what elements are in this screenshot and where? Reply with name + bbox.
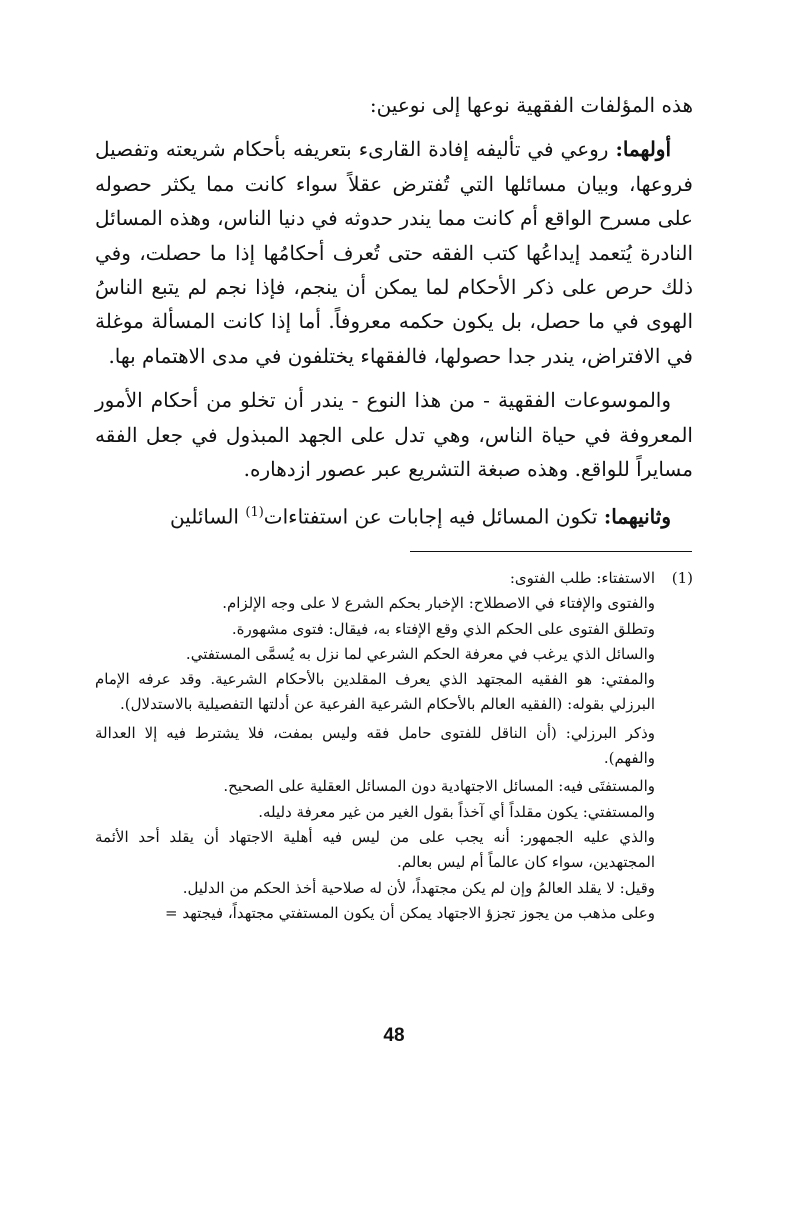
footnote-first-line [95, 566, 693, 591]
footnote-line: وتطلق الفتوى على الحكم الذي وقع الإفتاء به، فيقال: فتوى مشهورة. [231, 619, 655, 638]
footnote-line: وقيل: لا يقلد العالمُ وإن لم يكن مجتهداً، لأن له صلاحية أخذ الحكم من الدليل. [182, 878, 655, 897]
footnote-line: والفتوى والإفتاء في الاصطلاح: الإخبار بحكم الشرع لا على وجه الإلزام. [222, 594, 655, 613]
intro-paragraph: هذه المؤلفات الفقهية نوعها إلى نوعين: [369, 93, 693, 117]
footnote-line: وعلى مذهب من يجوز تجزؤ الاجتهاد يمكن أن يكون المستفتي مجتهداً، فيجتهد = [165, 903, 655, 922]
footnotes [95, 566, 693, 926]
second-type-text: تكون المسائل فيه إجابات عن استفتاءات [263, 505, 598, 530]
second-type-label: وثانيهما: [603, 505, 671, 530]
encyclopedias-paragraph: والموسوعات الفقهية - من هذا النوع - يندر أن تخلو من أحكام الأمور المعروفة في حياة الناس، وهي تدل على الجهد المبذول في جعل الفقه مسايراً للواقع. وهذه صبغة التشريع عبر عصور ازدهاره. [95, 388, 693, 482]
first-type-text: روعي في تأليفه إفادة القارىء بتعريفه بأحكام شريعته وتفصيل فروعها، وبيان مسائلها التي تُفترض عقلاً سواء كانت مما يكثر حصوله على مسرح الواقع أم كانت مما يندر حدوثه في دنيا الناس، وهذه المسائل النادرة يُتعمد إيداعُها كتب الفقه حتى تُعرف أحكامُها إذا ما حصلت، وفي ذلك حرص على ذكر الأحكام لما يمكن أن ينجم، فإذا نجم لم يتبع الناسُ الهوى في ما حصل، بل يكون حكمه معروفاً. أما إذا كانت المسألة موغلة في الافتراض، يندر جدا حصولها، فالفقهاء يختلفون في مدى الاهتمام بها. [95, 137, 693, 368]
first-type-paragraph [95, 132, 693, 373]
footnote-line: والمستفتي: يكون مقلداً أي آخذاً بقول الغير من غير معرفة دليله. [258, 802, 655, 821]
footnote-line: والمفتي: هو الفقيه المجتهد الذي يعرف المقلدين بالأحكام الشرعية. وقد عرفه الإمام البرزلي بقوله: (الفقيه العالم بالأحكام الشرعية الفرعية عن أدلتها التفصيلية بالاستدلال). [95, 670, 655, 714]
footnote-line: والذي عليه الجمهور: أنه يجب على من ليس فيه أهلية الاجتهاد أن يقلد أحد الأئمة المجتهدين، سواء كان عالماً أم ليس بعالم. [95, 827, 655, 872]
first-type-label: أولهما: [615, 137, 672, 162]
footnote-separator [410, 551, 692, 552]
page-number: 48 [383, 1025, 405, 1046]
footnote-number: (1) [671, 569, 693, 587]
second-type-text-end: السائلين [169, 505, 239, 530]
footnote-line: والمستفتَى فيه: المسائل الاجتهادية دون المسائل العقلية على الصحيح. [223, 777, 655, 796]
footnote-reference[interactable]: (1) [245, 505, 264, 521]
second-type-paragraph [95, 496, 693, 534]
main-text [95, 88, 693, 535]
footnote-line: والسائل الذي يرغب في معرفة الحكم الشرعي لما نزل به يُسمَّى المستفتي. [185, 644, 655, 663]
footnote-line: الاستفتاء: طلب الفتوى: [509, 569, 655, 587]
footnote-line: وذكر البرزلي: (أن الناقل للفتوى حامل فقه وليس بمفت، فلا يشترط فيه إلا العدالة والفهم). [95, 723, 655, 768]
